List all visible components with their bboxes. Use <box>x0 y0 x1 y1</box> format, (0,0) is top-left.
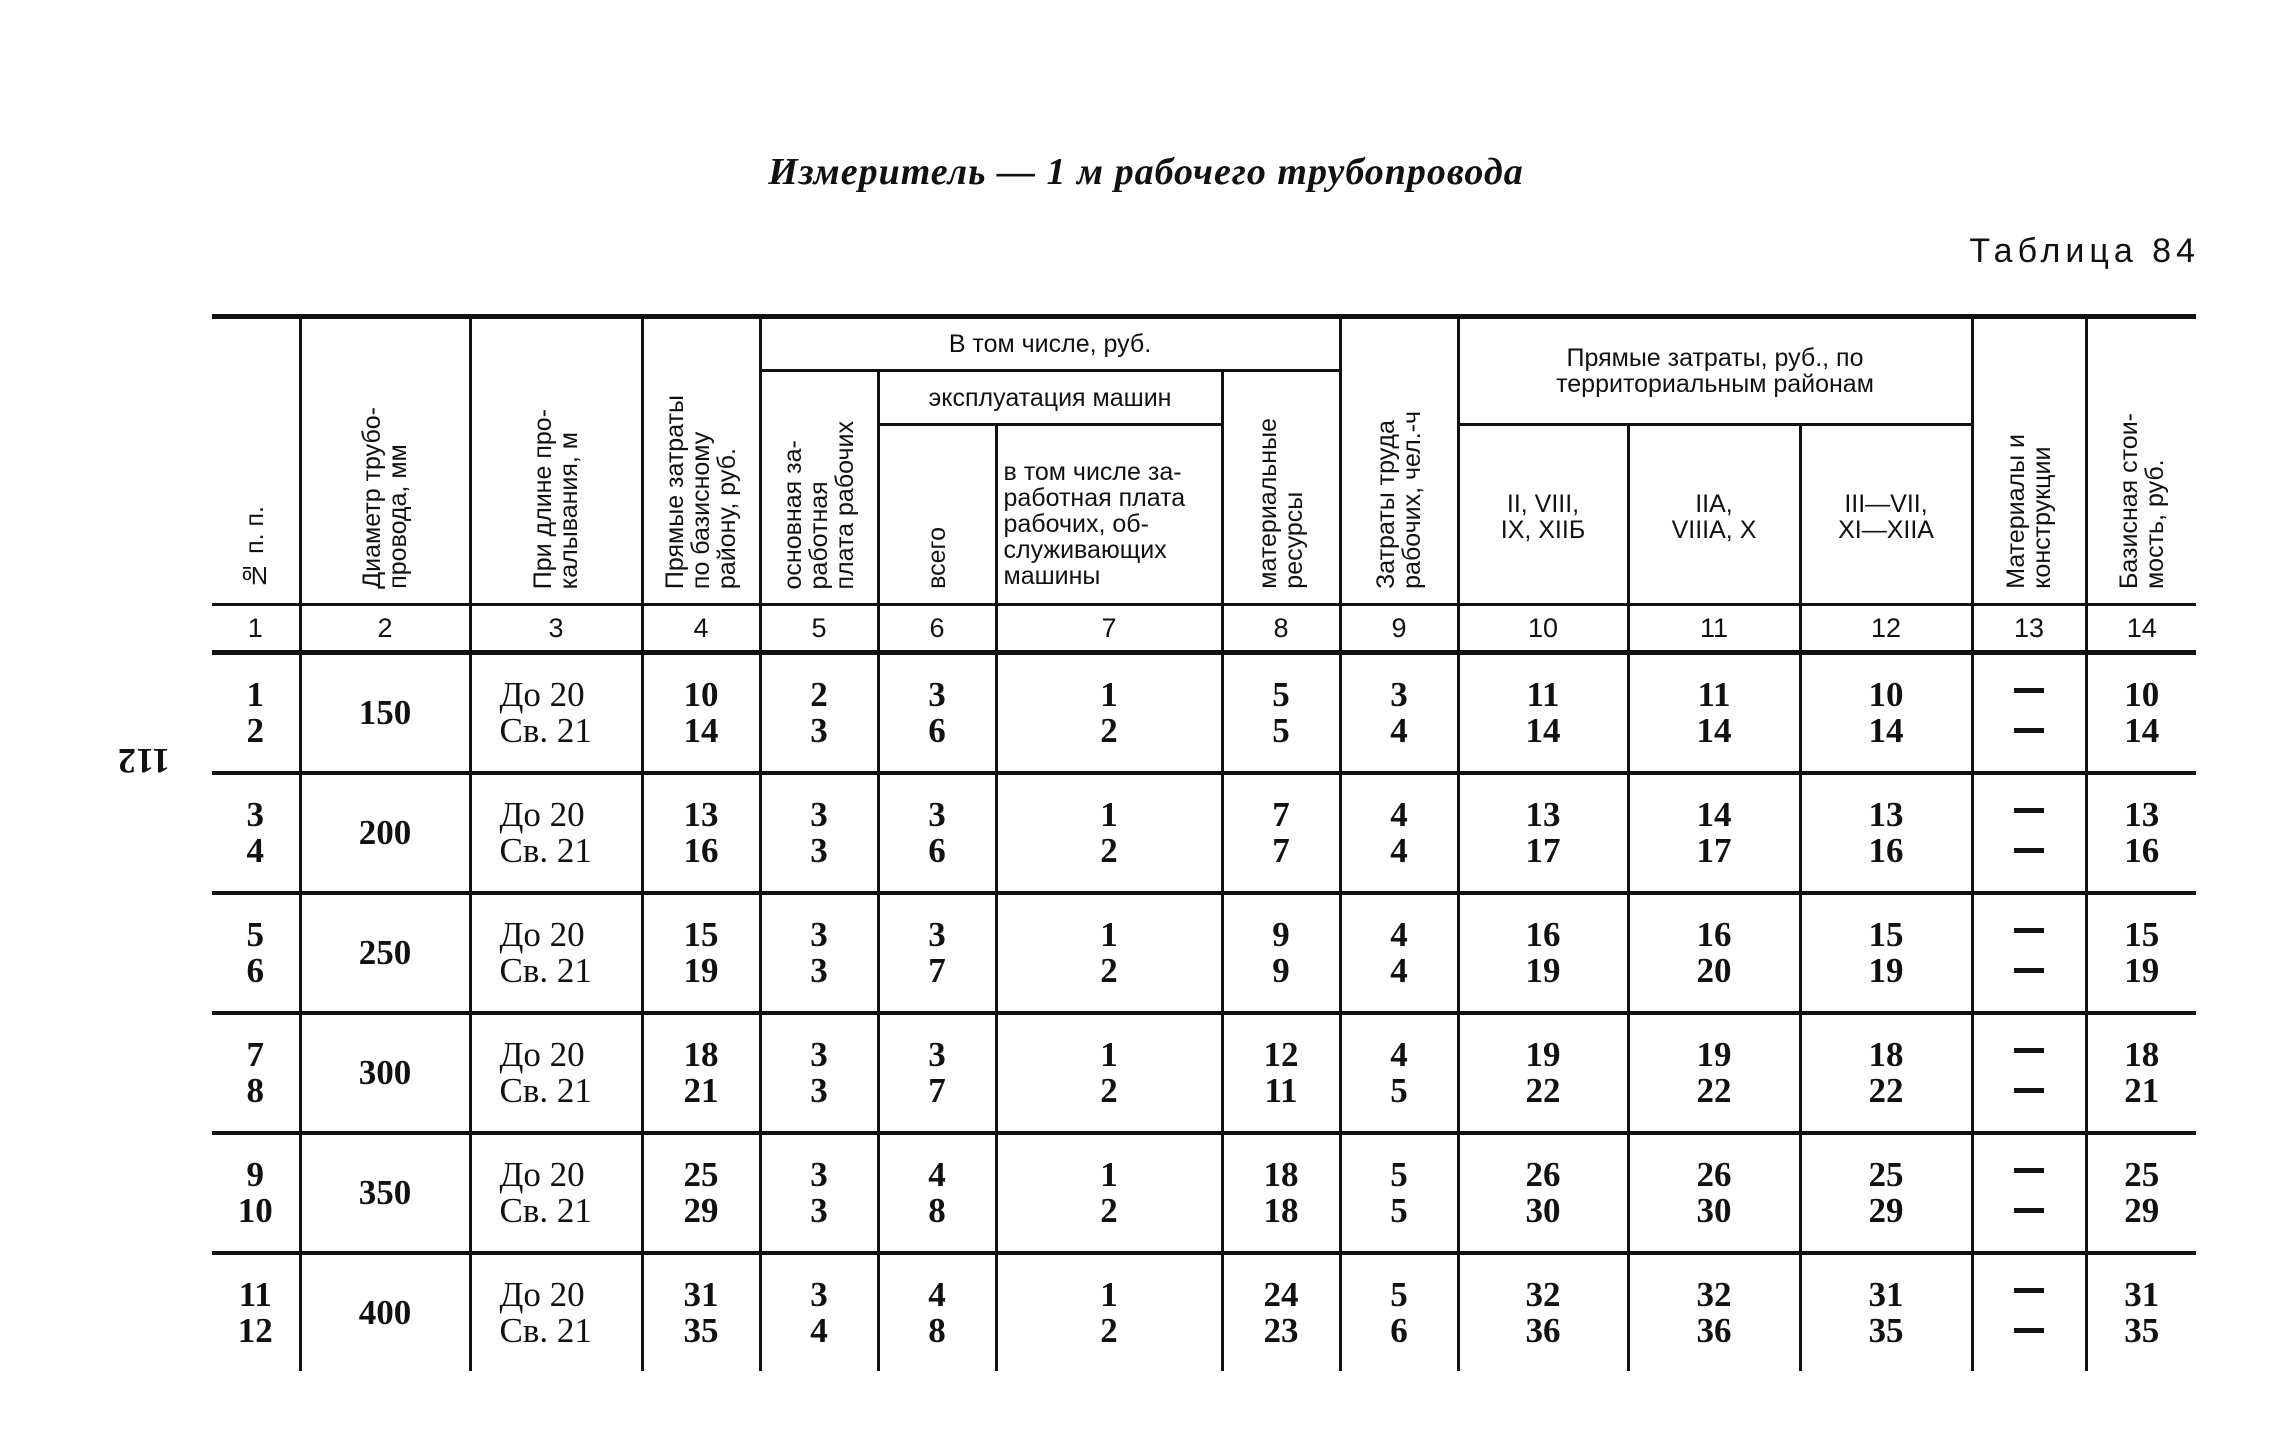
machines-wage-cell-value: 2 <box>1100 1311 1118 1350</box>
region-3-cell-value: 22 <box>1868 1071 1904 1110</box>
region-1-cell-value: 26 <box>1525 1155 1561 1194</box>
machines-wage-cell-value: 1 <box>1100 1035 1118 1074</box>
materials-cell-value: 5 <box>1272 711 1290 750</box>
machines-total-cell-value: 4 <box>928 1155 946 1194</box>
machines-total-cell-value: 3 <box>928 675 946 714</box>
machines-total-cell-value: 7 <box>928 1071 946 1110</box>
base-cost-cell <box>2086 773 2196 893</box>
region-1-cell-value: 19 <box>1525 951 1561 990</box>
region-3-cell <box>1800 1013 1972 1133</box>
length-cell <box>470 893 642 1013</box>
wage-cell-value: 3 <box>810 1035 828 1074</box>
machines-total-cell-value: 3 <box>928 795 946 834</box>
materials-cell <box>1222 1133 1340 1253</box>
direct-cost-cell <box>642 653 760 774</box>
col-number: 8 <box>1222 605 1340 653</box>
row-number-value: 11 <box>238 1275 272 1314</box>
direct-cost-cell-value: 19 <box>683 951 719 990</box>
direct-cost-cell-value: 14 <box>683 711 719 750</box>
materials-cell-value: 11 <box>1264 1071 1298 1110</box>
diameter-cell: 150 <box>300 653 470 774</box>
base-cost-cell <box>2086 893 2196 1013</box>
machines-total-cell <box>878 653 996 774</box>
wage-cell-value: 3 <box>810 1275 828 1314</box>
row-number-value: 1 <box>246 675 264 714</box>
wage-cell-value: 3 <box>810 831 828 870</box>
machines-total-cell <box>878 1253 996 1371</box>
machines-wage-cell-value: 1 <box>1100 675 1118 714</box>
col-number: 2 <box>300 605 470 653</box>
machines-total-cell-value: 8 <box>928 1191 946 1230</box>
machines-wage-cell-value: 2 <box>1100 1191 1118 1230</box>
col-number: 5 <box>760 605 878 653</box>
machines-wage-cell <box>996 653 1222 774</box>
materials-cell-value: 7 <box>1272 795 1290 834</box>
region-2-cell-value: 26 <box>1696 1155 1732 1194</box>
materials-cell-value: 9 <box>1272 915 1290 954</box>
row-number-value: 12 <box>237 1311 273 1350</box>
col-number: 13 <box>1972 605 2086 653</box>
length-cell <box>470 773 642 893</box>
row-number <box>212 1013 300 1133</box>
base-cost-cell <box>2086 1253 2196 1371</box>
labor-cell-value: 4 <box>1390 1035 1408 1074</box>
machines-total-cell-value: 8 <box>928 1311 946 1350</box>
base-cost-cell <box>2086 1133 2196 1253</box>
region-2-cell <box>1628 1253 1800 1371</box>
constructions-cell-value <box>1974 913 2085 953</box>
dash-mark <box>2014 1208 2044 1213</box>
constructions-cell-value <box>1974 1193 2085 1233</box>
base-cost-cell <box>2086 1013 2196 1133</box>
col-number: 9 <box>1340 605 1458 653</box>
row-number-value: 9 <box>246 1155 264 1194</box>
labor-cell-value: 5 <box>1390 1155 1408 1194</box>
materials-cell <box>1222 893 1340 1013</box>
wage-cell-value: 3 <box>810 711 828 750</box>
base-cost-cell-value: 25 <box>2124 1155 2160 1194</box>
direct-cost-cell-value: 31 <box>683 1275 719 1314</box>
length-cell-value: До 20 <box>499 1155 585 1194</box>
length-cell-value: До 20 <box>499 1275 585 1314</box>
machines-wage-cell-value: 2 <box>1100 951 1118 990</box>
col-number: 12 <box>1800 605 1972 653</box>
constructions-cell <box>1972 773 2086 893</box>
region-2-cell <box>1628 893 1800 1013</box>
region-3-cell-value: 13 <box>1868 795 1904 834</box>
region-1-cell-value: 36 <box>1525 1311 1561 1350</box>
machines-wage-cell-value: 2 <box>1100 1071 1118 1110</box>
column-numbers-row <box>212 605 2196 653</box>
wage-cell-value: 3 <box>810 795 828 834</box>
labor-cell <box>1340 1133 1458 1253</box>
machines-wage-cell-value: 2 <box>1100 831 1118 870</box>
constructions-cell-value <box>1974 673 2085 713</box>
base-cost-cell-value: 21 <box>2124 1071 2160 1110</box>
col-number: 6 <box>878 605 996 653</box>
region-2-cell-value: 36 <box>1696 1311 1732 1350</box>
wage-cell <box>760 1253 878 1371</box>
machines-total-cell-value: 3 <box>928 1035 946 1074</box>
dash-mark <box>2014 928 2044 933</box>
diameter-cell: 250 <box>300 893 470 1013</box>
region-3-cell-value: 35 <box>1868 1311 1904 1350</box>
constructions-cell <box>1972 1013 2086 1133</box>
materials-cell <box>1222 1013 1340 1133</box>
base-cost-cell-value: 13 <box>2124 795 2160 834</box>
region-1-cell <box>1458 893 1628 1013</box>
header-region-2: IIА, VIIIА, X <box>1628 425 1800 605</box>
labor-cell-value: 4 <box>1390 795 1408 834</box>
base-cost-cell-value: 18 <box>2124 1035 2160 1074</box>
machines-total-cell <box>878 773 996 893</box>
machines-total-cell <box>878 1013 996 1133</box>
wage-cell-value: 3 <box>810 951 828 990</box>
diameter-cell: 200 <box>300 773 470 893</box>
machines-total-cell-value: 3 <box>928 915 946 954</box>
table-row <box>212 773 2196 893</box>
materials-cell-value: 18 <box>1263 1191 1299 1230</box>
header-group-machines: эксплуатация машин <box>878 371 1222 425</box>
length-cell-value: Св. 21 <box>499 1191 592 1230</box>
row-number-value: 5 <box>246 915 264 954</box>
row-number-value: 7 <box>246 1035 264 1074</box>
region-1-cell <box>1458 653 1628 774</box>
machines-total-cell-value: 6 <box>928 711 946 750</box>
length-cell <box>470 1013 642 1133</box>
labor-cell-value: 3 <box>1390 675 1408 714</box>
labor-cell-value: 5 <box>1390 1275 1408 1314</box>
header-machines-wage: в том числе за- работная плата рабочих, об- служивающих машины <box>996 425 1222 605</box>
diameter-cell: 400 <box>300 1253 470 1371</box>
direct-cost-cell-value: 16 <box>683 831 719 870</box>
header-base-cost: Базисная стои- мость, руб. <box>2086 317 2196 605</box>
machines-wage-cell-value: 1 <box>1100 915 1118 954</box>
dash-mark <box>2014 688 2044 693</box>
constructions-cell-value <box>1974 793 2085 833</box>
constructions-cell <box>1972 893 2086 1013</box>
wage-cell-value: 3 <box>810 1191 828 1230</box>
region-2-cell-value: 17 <box>1696 831 1732 870</box>
direct-cost-cell-value: 10 <box>683 675 719 714</box>
table-row <box>212 893 2196 1013</box>
diameter-cell: 350 <box>300 1133 470 1253</box>
row-number-value: 6 <box>246 951 264 990</box>
base-cost-cell-value: 14 <box>2124 711 2160 750</box>
constructions-cell-value <box>1974 1153 2085 1193</box>
constructions-cell-value <box>1974 1073 2085 1113</box>
length-cell-value: До 20 <box>499 675 585 714</box>
region-1-cell-value: 13 <box>1525 795 1561 834</box>
direct-cost-cell <box>642 893 760 1013</box>
machines-wage-cell-value: 2 <box>1100 711 1118 750</box>
length-cell-value: Св. 21 <box>499 1311 592 1350</box>
header-group-regions: Прямые затраты, руб., по территориальным районам <box>1458 317 1972 425</box>
header-constructions: Материалы и конструкции <box>1972 317 2086 605</box>
col-number: 11 <box>1628 605 1800 653</box>
region-3-cell-value: 29 <box>1868 1191 1904 1230</box>
region-3-cell <box>1800 1253 1972 1371</box>
base-cost-cell-value: 19 <box>2124 951 2160 990</box>
base-cost-cell-value: 10 <box>2124 675 2160 714</box>
col-number: 14 <box>2086 605 2196 653</box>
constructions-cell <box>1972 653 2086 774</box>
direct-cost-cell-value: 35 <box>683 1311 719 1350</box>
header-materials: материальные ресурсы <box>1222 371 1340 605</box>
header-region-3: III—VII, XI—XIIА <box>1800 425 1972 605</box>
region-2-cell-value: 14 <box>1696 711 1732 750</box>
materials-cell-value: 5 <box>1272 675 1290 714</box>
direct-cost-cell-value: 13 <box>683 795 719 834</box>
region-1-cell <box>1458 1013 1628 1133</box>
header-diameter: Диаметр трубо- провода, мм <box>300 317 470 605</box>
col-number: 7 <box>996 605 1222 653</box>
region-1-cell-value: 17 <box>1525 831 1561 870</box>
materials-cell <box>1222 653 1340 774</box>
direct-cost-cell <box>642 773 760 893</box>
length-cell-value: До 20 <box>499 915 585 954</box>
labor-cell <box>1340 773 1458 893</box>
length-cell-value: До 20 <box>499 1035 585 1074</box>
machines-wage-cell-value: 1 <box>1100 1155 1118 1194</box>
region-3-cell-value: 25 <box>1868 1155 1904 1194</box>
table-row <box>212 653 2196 774</box>
region-2-cell-value: 11 <box>1697 675 1731 714</box>
row-number-value: 2 <box>246 711 264 750</box>
table-row <box>212 1013 2196 1133</box>
table-row <box>212 1253 2196 1371</box>
wage-cell-value: 4 <box>810 1311 828 1350</box>
wage-cell-value: 3 <box>810 1155 828 1194</box>
row-number <box>212 653 300 774</box>
labor-cell <box>1340 1013 1458 1133</box>
direct-cost-cell-value: 21 <box>683 1071 719 1110</box>
constructions-cell-value <box>1974 713 2085 753</box>
machines-total-cell-value: 4 <box>928 1275 946 1314</box>
region-1-cell-value: 30 <box>1525 1191 1561 1230</box>
dash-mark <box>2014 848 2044 853</box>
labor-cell-value: 4 <box>1390 711 1408 750</box>
wage-cell-value: 3 <box>810 915 828 954</box>
labor-cell-value: 4 <box>1390 951 1408 990</box>
length-cell-value: Св. 21 <box>499 831 592 870</box>
page-number: 112 <box>118 741 171 781</box>
region-1-cell-value: 22 <box>1525 1071 1561 1110</box>
region-3-cell <box>1800 653 1972 774</box>
materials-cell-value: 12 <box>1263 1035 1299 1074</box>
row-number <box>212 893 300 1013</box>
row-number <box>212 1133 300 1253</box>
region-3-cell-value: 15 <box>1868 915 1904 954</box>
base-cost-cell-value: 15 <box>2124 915 2160 954</box>
region-1-cell-value: 11 <box>1526 675 1560 714</box>
materials-cell-value: 23 <box>1263 1311 1299 1350</box>
row-number <box>212 1253 300 1371</box>
header-labor: Затраты труда рабочих, чел.-ч <box>1340 317 1458 605</box>
region-2-cell <box>1628 653 1800 774</box>
dash-mark <box>2014 968 2044 973</box>
dash-mark <box>2014 1288 2044 1293</box>
region-3-cell-value: 14 <box>1868 711 1904 750</box>
materials-cell <box>1222 1253 1340 1371</box>
row-number-value: 3 <box>246 795 264 834</box>
dash-mark <box>2014 1048 2044 1053</box>
region-2-cell-value: 20 <box>1696 951 1732 990</box>
dash-mark <box>2014 808 2044 813</box>
materials-cell-value: 18 <box>1263 1155 1299 1194</box>
region-3-cell-value: 31 <box>1868 1275 1904 1314</box>
constructions-cell <box>1972 1253 2086 1371</box>
direct-cost-cell-value: 15 <box>683 915 719 954</box>
header-wage: основная за- работная плата рабочих <box>760 371 878 605</box>
constructions-cell-value <box>1974 1313 2085 1353</box>
machines-wage-cell <box>996 1253 1222 1371</box>
region-3-cell-value: 19 <box>1868 951 1904 990</box>
constructions-cell-value <box>1974 1273 2085 1313</box>
labor-cell <box>1340 653 1458 774</box>
base-cost-cell <box>2086 653 2196 774</box>
dash-mark <box>2014 1168 2044 1173</box>
length-cell-value: Св. 21 <box>499 1071 592 1110</box>
region-2-cell <box>1628 773 1800 893</box>
row-number <box>212 773 300 893</box>
wage-cell <box>760 773 878 893</box>
wage-cell-value: 3 <box>810 1071 828 1110</box>
col-number: 10 <box>1458 605 1628 653</box>
region-2-cell-value: 19 <box>1696 1035 1732 1074</box>
length-cell-value: Св. 21 <box>499 951 592 990</box>
region-1-cell-value: 19 <box>1525 1035 1561 1074</box>
table-row <box>212 1133 2196 1253</box>
row-number-value: 10 <box>237 1191 273 1230</box>
region-2-cell-value: 30 <box>1696 1191 1732 1230</box>
direct-cost-cell <box>642 1133 760 1253</box>
header-region-1: II, VIII, IX, XIIБ <box>1458 425 1628 605</box>
region-2-cell <box>1628 1013 1800 1133</box>
dash-mark <box>2014 1328 2044 1333</box>
base-cost-cell-value: 16 <box>2124 831 2160 870</box>
dash-mark <box>2014 728 2044 733</box>
region-1-cell-value: 14 <box>1525 711 1561 750</box>
header-machines-total: всего <box>878 425 996 605</box>
region-1-cell <box>1458 1253 1628 1371</box>
machines-wage-cell <box>996 893 1222 1013</box>
region-1-cell <box>1458 1133 1628 1253</box>
header-direct-costs: Прямые затраты по базисному району, руб. <box>642 317 760 605</box>
row-number-value: 4 <box>246 831 264 870</box>
region-3-cell <box>1800 773 1972 893</box>
region-1-cell <box>1458 773 1628 893</box>
diameter-cell: 300 <box>300 1013 470 1133</box>
labor-cell-value: 4 <box>1390 915 1408 954</box>
machines-wage-cell <box>996 1013 1222 1133</box>
materials-cell-value: 9 <box>1272 951 1290 990</box>
wage-cell <box>760 1013 878 1133</box>
region-3-cell <box>1800 1133 1972 1253</box>
region-3-cell-value: 18 <box>1868 1035 1904 1074</box>
direct-cost-cell-value: 25 <box>683 1155 719 1194</box>
region-1-cell-value: 16 <box>1525 915 1561 954</box>
materials-cell-value: 7 <box>1272 831 1290 870</box>
region-1-cell-value: 32 <box>1525 1275 1561 1314</box>
machines-total-cell-value: 6 <box>928 831 946 870</box>
col-number: 1 <box>212 605 300 653</box>
machines-wage-cell-value: 1 <box>1100 1275 1118 1314</box>
length-cell-value: До 20 <box>499 795 585 834</box>
dash-mark <box>2014 1088 2044 1093</box>
region-3-cell-value: 16 <box>1868 831 1904 870</box>
constructions-cell-value <box>1974 953 2085 993</box>
materials-cell-value: 24 <box>1263 1275 1299 1314</box>
base-cost-cell-value: 35 <box>2124 1311 2160 1350</box>
labor-cell-value: 5 <box>1390 1071 1408 1110</box>
wage-cell-value: 2 <box>810 675 828 714</box>
wage-cell <box>760 893 878 1013</box>
machines-wage-cell <box>996 1133 1222 1253</box>
machines-wage-cell <box>996 773 1222 893</box>
length-cell <box>470 1253 642 1371</box>
table-subtitle: Измеритель — 1 м рабочего трубопровода <box>768 151 1524 193</box>
header-group-including: В том числе, руб. <box>760 317 1340 371</box>
region-3-cell-value: 10 <box>1868 675 1904 714</box>
length-cell-value: Св. 21 <box>499 711 592 750</box>
constructions-cell-value <box>1974 1033 2085 1073</box>
wage-cell <box>760 1133 878 1253</box>
table-number: Таблица 84 <box>1969 232 2200 270</box>
labor-cell-value: 5 <box>1390 1191 1408 1230</box>
labor-cell-value: 6 <box>1390 1311 1408 1350</box>
col-number: 3 <box>470 605 642 653</box>
region-2-cell <box>1628 1133 1800 1253</box>
region-3-cell <box>1800 893 1972 1013</box>
labor-cell-value: 4 <box>1390 831 1408 870</box>
region-2-cell-value: 14 <box>1696 795 1732 834</box>
region-2-cell-value: 32 <box>1696 1275 1732 1314</box>
constructions-cell-value <box>1974 833 2085 873</box>
header-length: При длине про- калывания, м <box>470 317 642 605</box>
region-2-cell-value: 22 <box>1696 1071 1732 1110</box>
direct-cost-cell-value: 18 <box>683 1035 719 1074</box>
direct-cost-cell <box>642 1253 760 1371</box>
col-number: 4 <box>642 605 760 653</box>
region-2-cell-value: 16 <box>1696 915 1732 954</box>
labor-cell <box>1340 1253 1458 1371</box>
direct-cost-cell <box>642 1013 760 1133</box>
machines-total-cell-value: 7 <box>928 951 946 990</box>
machines-wage-cell-value: 1 <box>1100 795 1118 834</box>
length-cell <box>470 1133 642 1253</box>
direct-cost-cell-value: 29 <box>683 1191 719 1230</box>
wage-cell <box>760 653 878 774</box>
header-num: № п. п. <box>212 317 300 605</box>
machines-total-cell <box>878 1133 996 1253</box>
length-cell <box>470 653 642 774</box>
constructions-cell <box>1972 1133 2086 1253</box>
materials-cell <box>1222 773 1340 893</box>
base-cost-cell-value: 31 <box>2124 1275 2160 1314</box>
base-cost-cell-value: 29 <box>2124 1191 2160 1230</box>
machines-total-cell <box>878 893 996 1013</box>
row-number-value: 8 <box>246 1071 264 1110</box>
table-body <box>212 653 2196 1372</box>
cost-table <box>212 314 2196 1371</box>
labor-cell <box>1340 893 1458 1013</box>
